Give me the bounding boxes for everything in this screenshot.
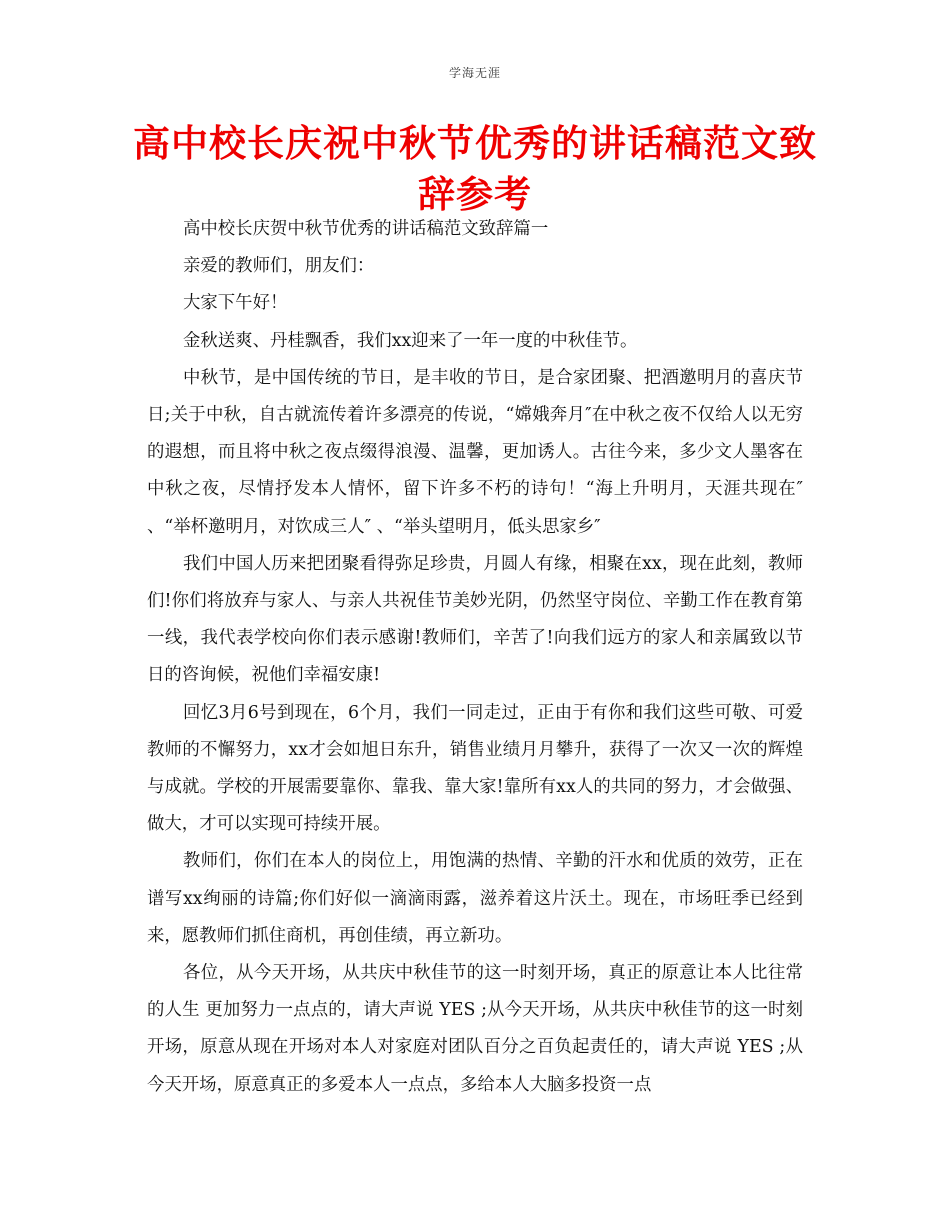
body-paragraph: 各位，从今天开场，从共庆中秋佳节的这一时刻开场，真正的原意让本人比往常的人生 更加努力一点点的，请大声说 YES ;从今天开场，从共庆中秋佳节的这一时刻开场，原意从现在开场对本人对家庭对团队百分之百负起责任的，请大声说 YES ;从今天开场，原意真正的多爱本人一点点，多给本人大脑多投资一点 (147, 963, 803, 1095)
body-paragraph: 我们中国人历来把团聚看得弥足珍贵，月圆人有缘，相聚在xx，现在此刻，教师们!你们将放弃与家人、与亲人共祝佳节美妙光阴，仍然坚守岗位、辛勤工作在教育第一线，我代表学校向你们表示感谢!教师们，辛苦了!向我们远方的家人和亲属致以节日的咨询候，祝他们幸福安康! (147, 553, 803, 686)
document-title: 高中校长庆祝中秋节优秀的讲话稿范文致辞参考 (133, 122, 817, 216)
body-paragraph: 中秋节，是中国传统的节日，是丰收的节日，是合家团聚、把酒邀明月的喜庆节日;关于中秋，自古就流传着许多漂亮的传说，“嫦娥奔月″在中秋之夜不仅给人以无穷的遐想，而且将中秋之夜点缀得浪漫、温馨，更加诱人。古往今来，多少文人墨客在中秋之夜，尽情抒发本人情怀，留下许多不朽的诗句！“海上升明月，天涯共现在″ 、“举杯邀明月，对饮成三人″ 、“举头望明月，低头思家乡″ (147, 367, 803, 537)
greeting: 大家下午好！ (183, 293, 288, 314)
document-body (147, 211, 803, 1104)
section-heading: 高中校长庆贺中秋节优秀的讲话稿范文致辞篇一 (183, 219, 549, 239)
body-paragraph: 回忆3月6号到现在，6个月，我们一同走过，正由于有你和我们这些可敬、可爱教师的不懈努力，xx才会如旭日东升，销售业绩月月攀升，获得了一次又一次的辉煌与成就。学校的开展需要靠你、靠我、靠大家!靠所有xx人的共同的努力，才会做强、做大，才可以实现可持续开展。 (147, 702, 803, 835)
page-header: 学海无涯 (448, 66, 501, 80)
body-paragraph: 教师们，你们在本人的岗位上，用饱满的热情、辛勤的汗水和优质的效劳，正在谱写xx绚丽的诗篇;你们好似一滴滴雨露，滋养着这片沃土。现在，市场旺季已经到来，愿教师们抓住商机，再创佳绩，再立新功。 (147, 851, 803, 946)
salutation: 亲爱的教师们，朋友们： (183, 256, 375, 277)
body-paragraph: 金秋送爽、丹桂飘香，我们xx迎来了一年一度的中秋佳节。 (183, 330, 638, 351)
